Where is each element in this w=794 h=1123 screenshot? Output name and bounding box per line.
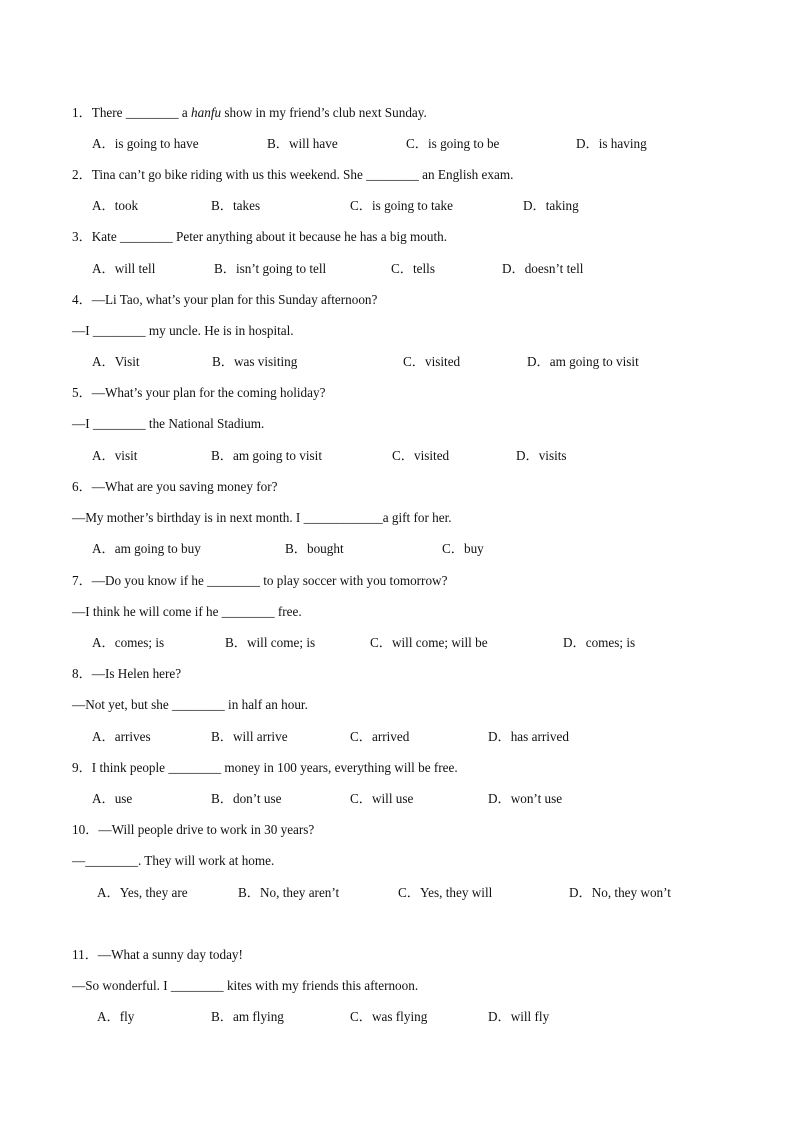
option-b[interactable]: B．will arrive xyxy=(211,729,288,744)
option-c[interactable]: C．is going to be xyxy=(406,136,500,151)
question-10-stem xyxy=(72,820,314,840)
option-d[interactable]: D．comes; is xyxy=(563,635,636,650)
option-c[interactable]: C．will come; will be xyxy=(370,635,488,650)
question-text: Kate ________ Peter anything about it because he has a big mouth. xyxy=(91,229,448,244)
question-text: There ________ a xyxy=(91,105,192,120)
option-d[interactable]: D．taking xyxy=(523,198,579,213)
option-b[interactable]: B．isn’t going to tell xyxy=(214,261,327,276)
option-d[interactable]: D．will fly xyxy=(488,1009,550,1024)
option-a[interactable]: A．Visit xyxy=(92,354,140,369)
question-5-stem xyxy=(72,383,325,403)
option-b[interactable]: B．don’t use xyxy=(211,791,282,806)
option-d[interactable]: D．No, they won’t xyxy=(569,885,671,900)
option-c[interactable]: C．tells xyxy=(391,261,435,276)
question-6-reply: —My mother’s birthday is in next month. I ____________a gift for her. xyxy=(72,510,452,525)
question-number: 5． xyxy=(72,385,92,400)
question-number: 9． xyxy=(72,760,92,775)
option-a[interactable]: A．am going to buy xyxy=(92,541,201,556)
question-8-stem xyxy=(72,664,181,684)
option-c[interactable]: C．buy xyxy=(442,541,484,556)
option-c[interactable]: C．is going to take xyxy=(350,198,453,213)
question-4-stem xyxy=(72,290,377,310)
option-b[interactable]: B．will have xyxy=(267,136,338,151)
option-b[interactable]: B．bought xyxy=(285,541,344,556)
question-text: show in my friend’s club next Sunday. xyxy=(221,105,427,120)
option-a[interactable]: A．use xyxy=(92,791,133,806)
option-b[interactable]: B．was visiting xyxy=(212,354,298,369)
question-8-reply: —Not yet, but she ________ in half an hour. xyxy=(72,697,308,712)
option-a[interactable]: A．Yes, they are xyxy=(97,885,188,900)
question-11-stem xyxy=(72,945,243,965)
question-number: 8． xyxy=(72,666,92,681)
option-c[interactable]: C．Yes, they will xyxy=(398,885,493,900)
option-b[interactable]: B．will come; is xyxy=(225,635,316,650)
question-10-reply: —________. They will work at home. xyxy=(72,853,275,868)
question-3-stem xyxy=(72,227,447,247)
option-b[interactable]: B．takes xyxy=(211,198,261,213)
question-text: —What a sunny day today! xyxy=(97,947,243,962)
question-text: I think people ________ money in 100 years, everything will be free. xyxy=(91,760,458,775)
question-text: —Li Tao, what’s your plan for this Sunday afternoon? xyxy=(91,292,378,307)
option-d[interactable]: D．has arrived xyxy=(488,729,569,744)
option-d[interactable]: D．am going to visit xyxy=(527,354,639,369)
question-number: 4． xyxy=(72,292,92,307)
question-5-reply: —I ________ the National Stadium. xyxy=(72,416,265,431)
question-italic-word: hanfu xyxy=(191,105,222,120)
option-d[interactable]: D．doesn’t tell xyxy=(502,261,584,276)
question-text: —Is Helen here? xyxy=(91,666,182,681)
question-number: 11． xyxy=(72,947,98,962)
option-a[interactable]: A．visit xyxy=(92,448,138,463)
option-b[interactable]: B．am flying xyxy=(211,1009,284,1024)
option-c[interactable]: C．visited xyxy=(403,354,461,369)
option-c[interactable]: C．visited xyxy=(392,448,450,463)
question-1-stem xyxy=(72,103,427,123)
question-number: 2． xyxy=(72,167,92,182)
option-d[interactable]: D．visits xyxy=(516,448,567,463)
question-text: —Do you know if he ________ to play soccer with you tomorrow? xyxy=(91,573,448,588)
option-c[interactable]: C．arrived xyxy=(350,729,410,744)
option-a[interactable]: A．arrives xyxy=(92,729,151,744)
question-text: —What’s your plan for the coming holiday? xyxy=(91,385,326,400)
question-4-reply: —I ________ my uncle. He is in hospital. xyxy=(72,323,294,338)
option-d[interactable]: D．is having xyxy=(576,136,647,151)
option-c[interactable]: C．will use xyxy=(350,791,414,806)
option-a[interactable]: A．comes; is xyxy=(92,635,165,650)
option-a[interactable]: A．is going to have xyxy=(92,136,199,151)
question-9-stem xyxy=(72,758,458,778)
option-b[interactable]: B．am going to visit xyxy=(211,448,322,463)
question-number: 10． xyxy=(72,822,99,837)
question-text: Tina can’t go bike riding with us this weekend. She ________ an English exam. xyxy=(91,167,514,182)
option-a[interactable]: A．took xyxy=(92,198,139,213)
question-number: 6． xyxy=(72,479,92,494)
question-2-stem xyxy=(72,165,513,185)
option-c[interactable]: C．was flying xyxy=(350,1009,428,1024)
option-a[interactable]: A．fly xyxy=(97,1009,135,1024)
question-number: 3． xyxy=(72,229,92,244)
question-7-reply: —I think he will come if he ________ free. xyxy=(72,604,302,619)
question-11-reply: —So wonderful. I ________ kites with my friends this afternoon. xyxy=(72,978,419,993)
question-6-stem xyxy=(72,477,277,497)
question-text: —Will people drive to work in 30 years? xyxy=(98,822,315,837)
question-7-stem xyxy=(72,571,447,591)
question-number: 1． xyxy=(72,105,92,120)
option-b[interactable]: B．No, they aren’t xyxy=(238,885,340,900)
question-text: —What are you saving money for? xyxy=(91,479,278,494)
option-d[interactable]: D．won’t use xyxy=(488,791,563,806)
question-number: 7． xyxy=(72,573,92,588)
option-a[interactable]: A．will tell xyxy=(92,261,156,276)
